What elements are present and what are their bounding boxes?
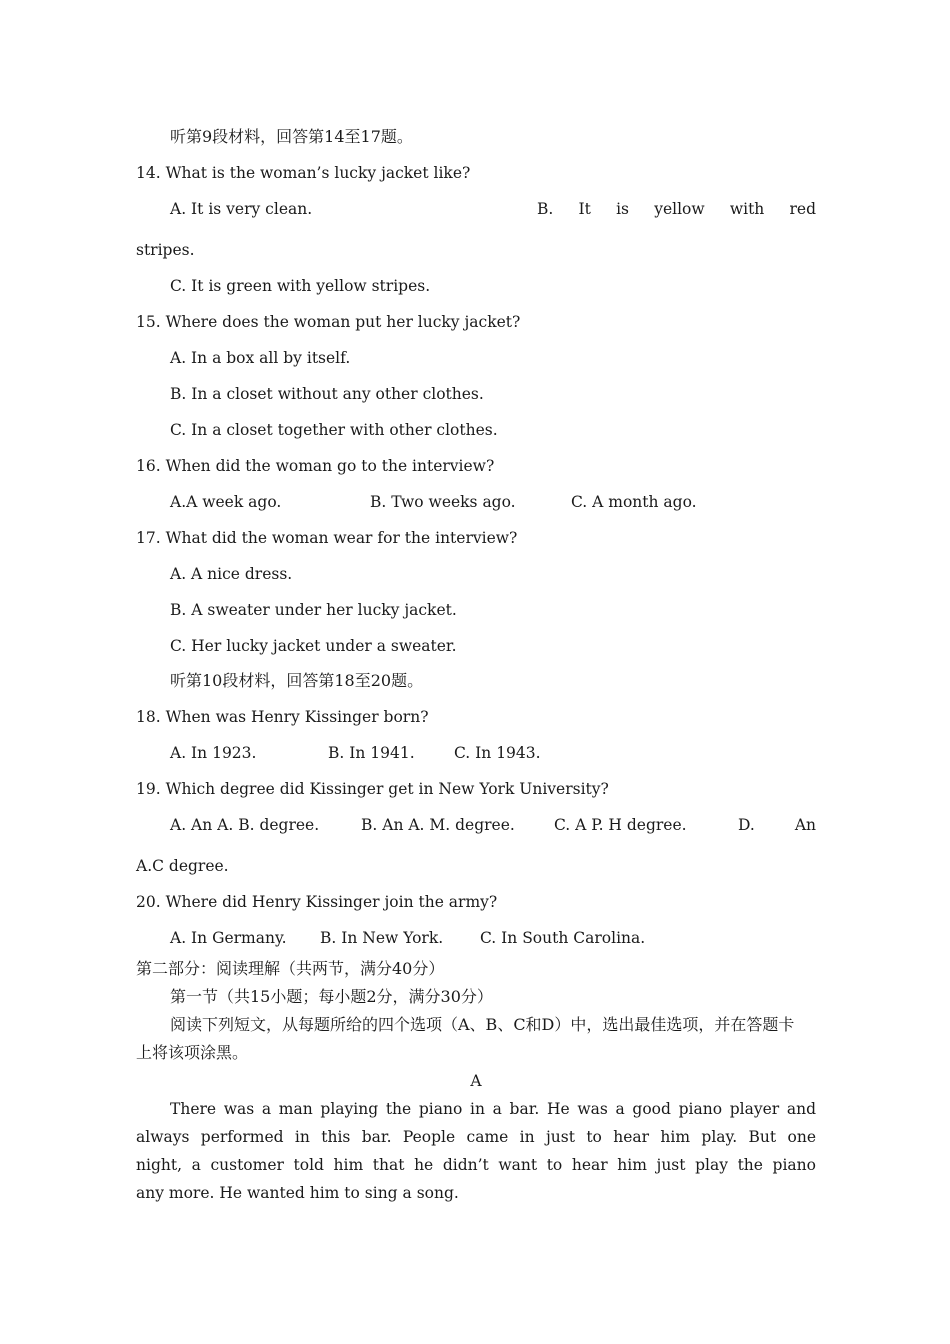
question-15-option-a: A. In a box all by itself. <box>170 349 351 367</box>
question-18-options-row <box>170 743 816 763</box>
question-20-option-b: B. In New York. <box>320 929 444 947</box>
question-18-option-a: A. In 1923. <box>170 744 257 762</box>
passage-line-2: always performed in this bar. People came in just to hear him play. But one <box>136 1128 816 1146</box>
question-17-stem: 17. What did the woman wear for the interview? <box>136 529 518 547</box>
question-17-option-a: A. A nice dress. <box>170 565 293 583</box>
question-20-stem: 20. Where did Henry Kissinger join the army? <box>136 893 498 911</box>
question-18-option-c: C. In 1943. <box>454 744 541 762</box>
instruction-line-1: 阅读下列短文，从每题所给的四个选项（A、B、C和D）中，选出最佳选项，并在答题卡 <box>170 1015 795 1034</box>
question-16-stem: 16. When did the woman go to the interview? <box>136 457 495 475</box>
question-19-stem: 19. Which degree did Kissinger get in New York University? <box>136 780 609 798</box>
instruction-line-2: 上将该项涂黑。 <box>136 1043 249 1062</box>
question-19-option-d-label: D. <box>738 816 755 834</box>
question-20-options-row <box>170 928 816 948</box>
question-15-option-b: B. In a closet without any other clothes. <box>170 385 484 403</box>
question-20-option-c: C. In South Carolina. <box>480 929 646 947</box>
question-19-option-d-continued: A.C degree. <box>136 857 229 875</box>
part2-title: 第二部分：阅读理解（共两节，满分40分） <box>136 959 445 978</box>
question-19-option-a: A. An A. B. degree. <box>170 816 320 834</box>
passage-line-4: any more. He wanted him to sing a song. <box>136 1184 459 1202</box>
section10-intro: 听第10段材料，回答第18至20题。 <box>170 671 424 690</box>
question-18-stem: 18. When was Henry Kissinger born? <box>136 708 429 726</box>
question-15-stem: 15. Where does the woman put her lucky jacket? <box>136 313 521 331</box>
part2-section1-heading: 第一节（共15小题；每小题2分，满分30分） <box>170 987 493 1006</box>
question-19-options-row <box>170 815 816 835</box>
question-16-option-a: A.A week ago. <box>170 493 282 511</box>
question-14-option-a: A. It is very clean. <box>170 200 313 218</box>
passage-line-3: night, a customer told him that he didn’t want to hear him just play the piano <box>136 1156 816 1174</box>
question-16-options-row <box>170 492 816 512</box>
question-15-option-c: C. In a closet together with other clothes. <box>170 421 498 439</box>
passage-line-1: There was a man playing the piano in a bar. He was a good piano player and <box>170 1100 816 1118</box>
question-14-option-b: B. It is yellow with red <box>537 200 816 218</box>
question-19-option-c: C. A P. H degree. <box>554 816 687 834</box>
question-18-option-b: B. In 1941. <box>328 744 415 762</box>
question-20-option-a: A. In Germany. <box>170 929 287 947</box>
question-14-option-b-continued: stripes. <box>136 241 195 259</box>
question-16-option-c: C. A month ago. <box>571 493 697 511</box>
passage-label: A <box>470 1072 482 1090</box>
question-14-option-c: C. It is green with yellow stripes. <box>170 277 431 295</box>
question-16-option-b: B. Two weeks ago. <box>370 493 516 511</box>
question-17-option-c: C. Her lucky jacket under a sweater. <box>170 637 457 655</box>
question-19-option-d-text: An <box>794 816 816 834</box>
question-14-options-row <box>170 199 816 219</box>
section9-intro: 听第9段材料，回答第14至17题。 <box>170 127 413 146</box>
question-19-option-b: B. An A. M. degree. <box>361 816 515 834</box>
question-19-option-d <box>738 815 816 835</box>
question-17-option-b: B. A sweater under her lucky jacket. <box>170 601 457 619</box>
question-14-stem: 14. What is the woman’s lucky jacket like? <box>136 164 471 182</box>
